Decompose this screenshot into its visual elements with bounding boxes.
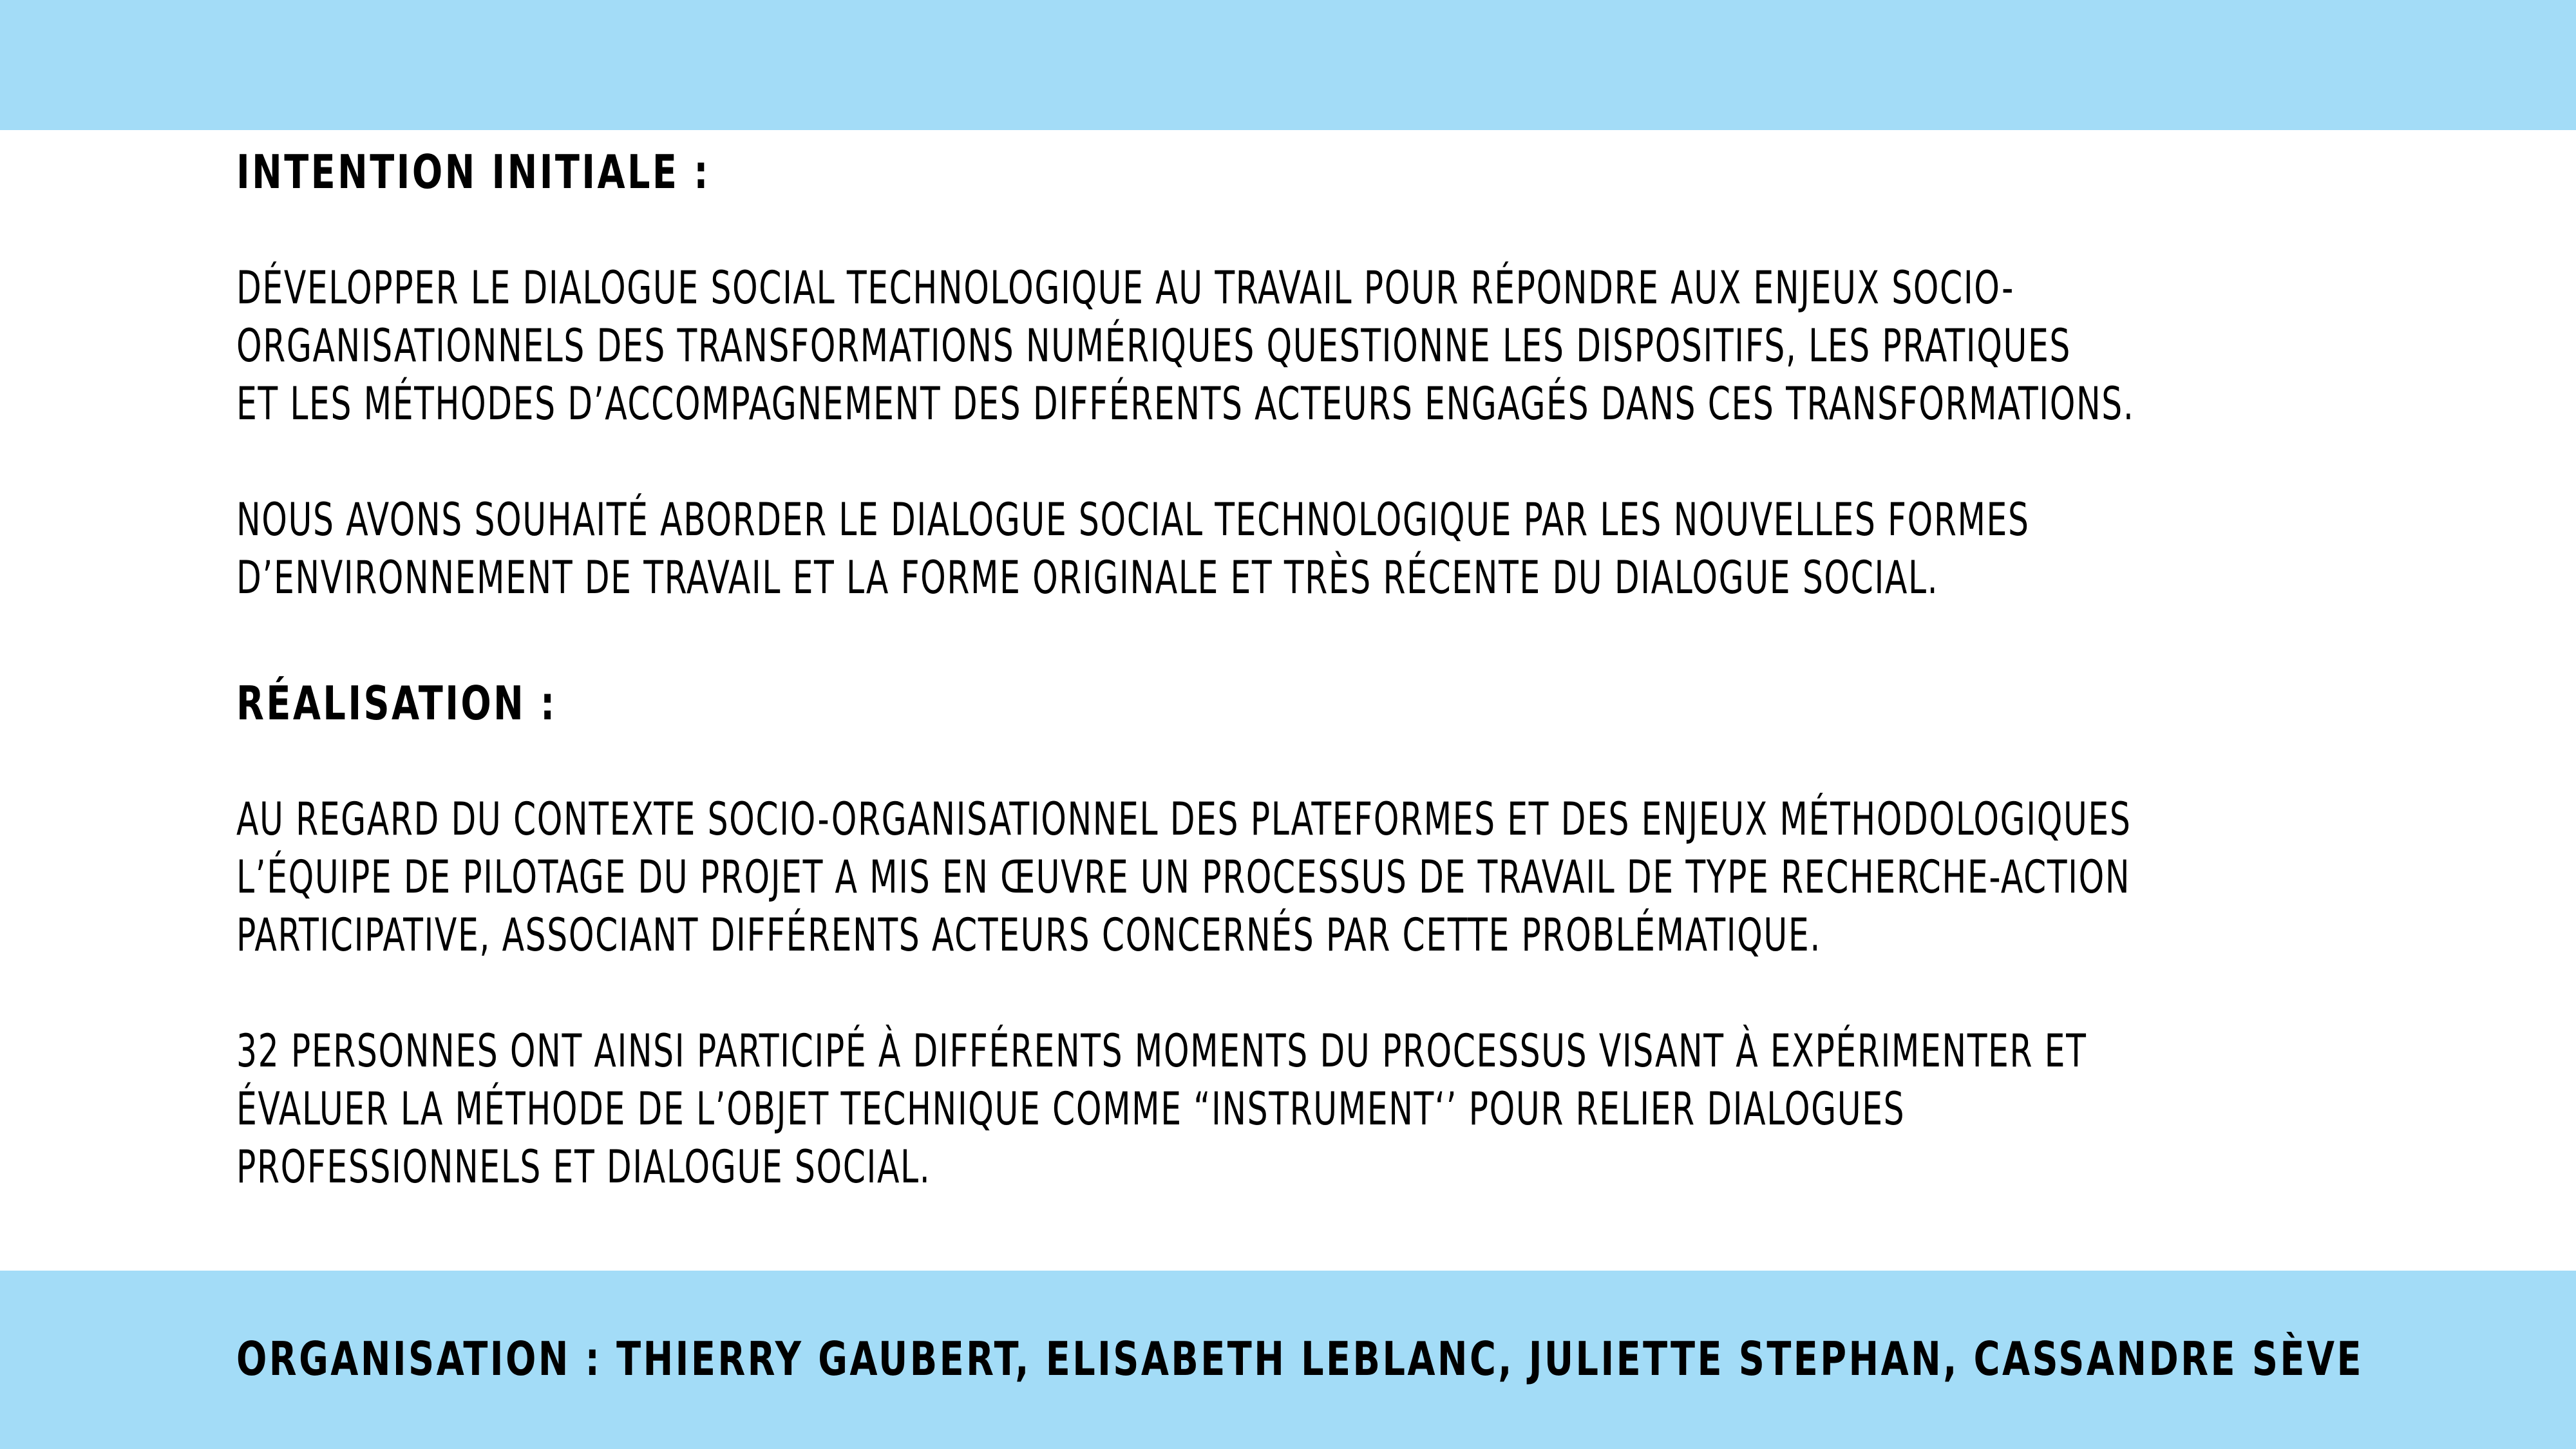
text-line: AU REGARD DU CONTEXTE SOCIO-ORGANISATIONNEL DES PLATEFORMES ET DES ENJEUX MÉTHODOLOGIQUES <box>236 793 2132 846</box>
text-line: PARTICIPATIVE, ASSOCIANT DIFFÉRENTS ACTEURS CONCERNÉS PAR CETTE PROBLÉMATIQUE. <box>236 909 1821 961</box>
realisation-heading: RÉALISATION : <box>236 676 557 730</box>
main-content <box>236 143 2458 1196</box>
organisation-credits: ORGANISATION : THIERRY GAUBERT, ELISABETH LEBLANC, JULIETTE STEPHAN, CASSANDRE SÈVE <box>236 1332 2363 1386</box>
realisation-paragraph-1 <box>236 790 2132 964</box>
intention-heading: INTENTION INITIALE : <box>236 145 710 199</box>
realisation-paragraph-2 <box>236 1022 2087 1196</box>
text-line: DÉVELOPPER LE DIALOGUE SOCIAL TECHNOLOGIQUE AU TRAVAIL POUR RÉPONDRE AUX ENJEUX SOCIO- <box>236 261 2014 314</box>
text-line: L’ÉQUIPE DE PILOTAGE DU PROJET A MIS EN ŒUVRE UN PROCESSUS DE TRAVAIL DE TYPE RECHERCHE-ACTION <box>236 851 2131 904</box>
intention-paragraph-2 <box>236 491 2030 607</box>
text-line: ORGANISATIONNELS DES TRANSFORMATIONS NUMÉRIQUES QUESTIONNE LES DISPOSITIFS, LES PRATIQUES <box>236 319 2071 372</box>
text-line: D’ENVIRONNEMENT DE TRAVAIL ET LA FORME ORIGINALE ET TRÈS RÉCENTE DU DIALOGUE SOCIAL. <box>236 551 1939 604</box>
text-line: NOUS AVONS SOUHAITÉ ABORDER LE DIALOGUE SOCIAL TECHNOLOGIQUE PAR LES NOUVELLES FORMES <box>236 493 2030 546</box>
top-band <box>0 0 2576 130</box>
text-line: ÉVALUER LA MÉTHODE DE L’OBJET TECHNIQUE COMME “INSTRUMENT‘’ POUR RELIER DIALOGUES <box>236 1083 1906 1135</box>
intention-paragraph-1 <box>236 259 2135 433</box>
text-line: 32 PERSONNES ONT AINSI PARTICIPÉ À DIFFÉRENTS MOMENTS DU PROCESSUS VISANT À EXPÉRIMENTER ET <box>236 1025 2087 1077</box>
text-line: ET LES MÉTHODES D’ACCOMPAGNEMENT DES DIFFÉRENTS ACTEURS ENGAGÉS DANS CES TRANSFORMATIONS. <box>236 377 2135 430</box>
text-line: PROFESSIONNELS ET DIALOGUE SOCIAL. <box>236 1141 931 1193</box>
